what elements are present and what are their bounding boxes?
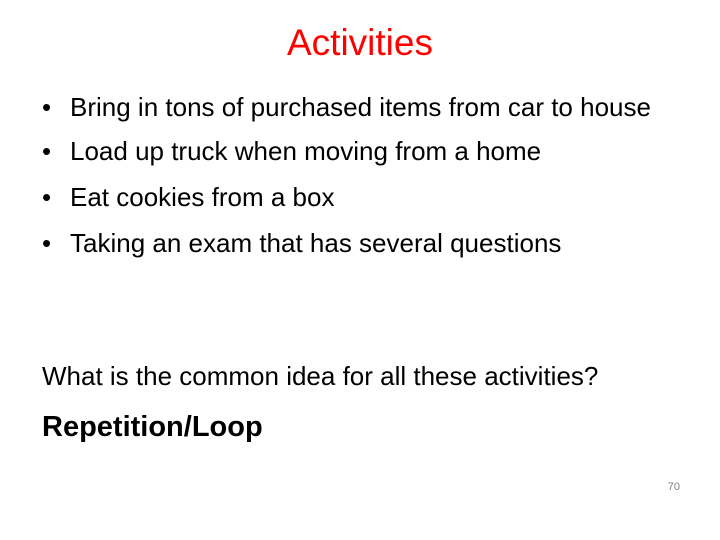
bullet-text: Taking an exam that has several questions xyxy=(70,228,562,258)
answer-text: Repetition/Loop xyxy=(42,411,263,443)
bullet-text: Load up truck when moving from a home xyxy=(70,136,542,166)
bullet-item xyxy=(42,228,662,258)
bullet-text: Bring in tons of purchased items from car to house xyxy=(70,92,651,122)
page-number: 70 xyxy=(667,481,680,493)
bullet-marker: • xyxy=(42,136,52,166)
bullet-text: Eat cookies from a box xyxy=(70,182,335,212)
bullet-list xyxy=(42,92,662,274)
bullet-marker: • xyxy=(42,228,52,258)
bullet-item xyxy=(42,182,662,212)
bullet-item xyxy=(42,92,662,122)
bullet-item xyxy=(42,136,662,166)
slide-title: Activities xyxy=(287,22,433,63)
bullet-marker: • xyxy=(42,92,52,122)
bullet-marker: • xyxy=(42,182,52,212)
question-text: What is the common idea for all these activities? xyxy=(42,361,599,391)
